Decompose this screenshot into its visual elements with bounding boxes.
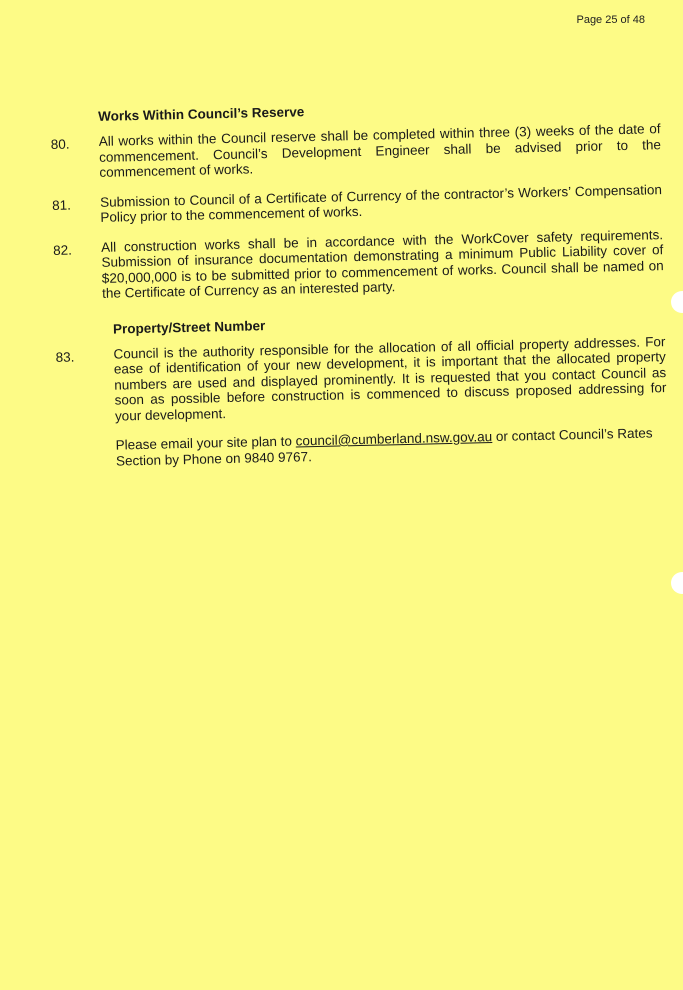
condition-number: 80.: [50, 136, 70, 152]
condition-number: 83.: [55, 349, 75, 365]
condition-text: Council is the authority responsible for the allocation of all official property addresses. For ease of identification of your new development, it is important that the allocated property numbers are used and displayed prominently. It is requested that you contact Council as soon as possible before construction is commenced to discuss proposed addressing for your development.: [113, 333, 667, 424]
punch-hole: [671, 572, 683, 594]
condition-item-80: [51, 121, 662, 181]
council-email-link[interactable]: council@cumberland.nsw.gov.au: [295, 429, 493, 449]
section-heading-property-street-number: Property/Street Number: [112, 317, 266, 337]
document-body: [50, 96, 668, 470]
condition-item-83: [55, 334, 667, 425]
condition-item-81: [52, 182, 663, 227]
page-number: Page 25 of 48: [576, 14, 645, 26]
condition-text: Submission to Council of a Certificate of Currency of the contractor’s Workers’ Compensation Policy prior to the commencement of works.: [99, 181, 663, 225]
contact-prefix: Please email your site plan to: [115, 433, 296, 453]
condition-number: 82.: [53, 242, 73, 258]
contact-paragraph: [115, 425, 668, 469]
condition-number: 81.: [51, 197, 72, 213]
condition-text: All works within the Council reserve shall be completed within three (3) weeks of the date of commencement. Council’s Development Engineer shall be advised prior to the commencement of works.: [98, 121, 662, 180]
condition-text: All construction works shall be in accordance with the WorkCover safety requirements. Submission of insurance documentation demonstrating a minimum Public Liability cover of $20,000,000 is to be submitted prior to commencement of works. Council shall be named on the Certificate of Currency as an interested party.: [100, 226, 664, 301]
contact-suffix: or contact Council’s Rates Section by Phone on 9840 9767.: [115, 425, 653, 469]
condition-item-82: [53, 227, 664, 303]
punch-hole: [671, 291, 683, 313]
section-heading-works-within-reserve: Works Within Council’s Reserve: [97, 104, 305, 124]
